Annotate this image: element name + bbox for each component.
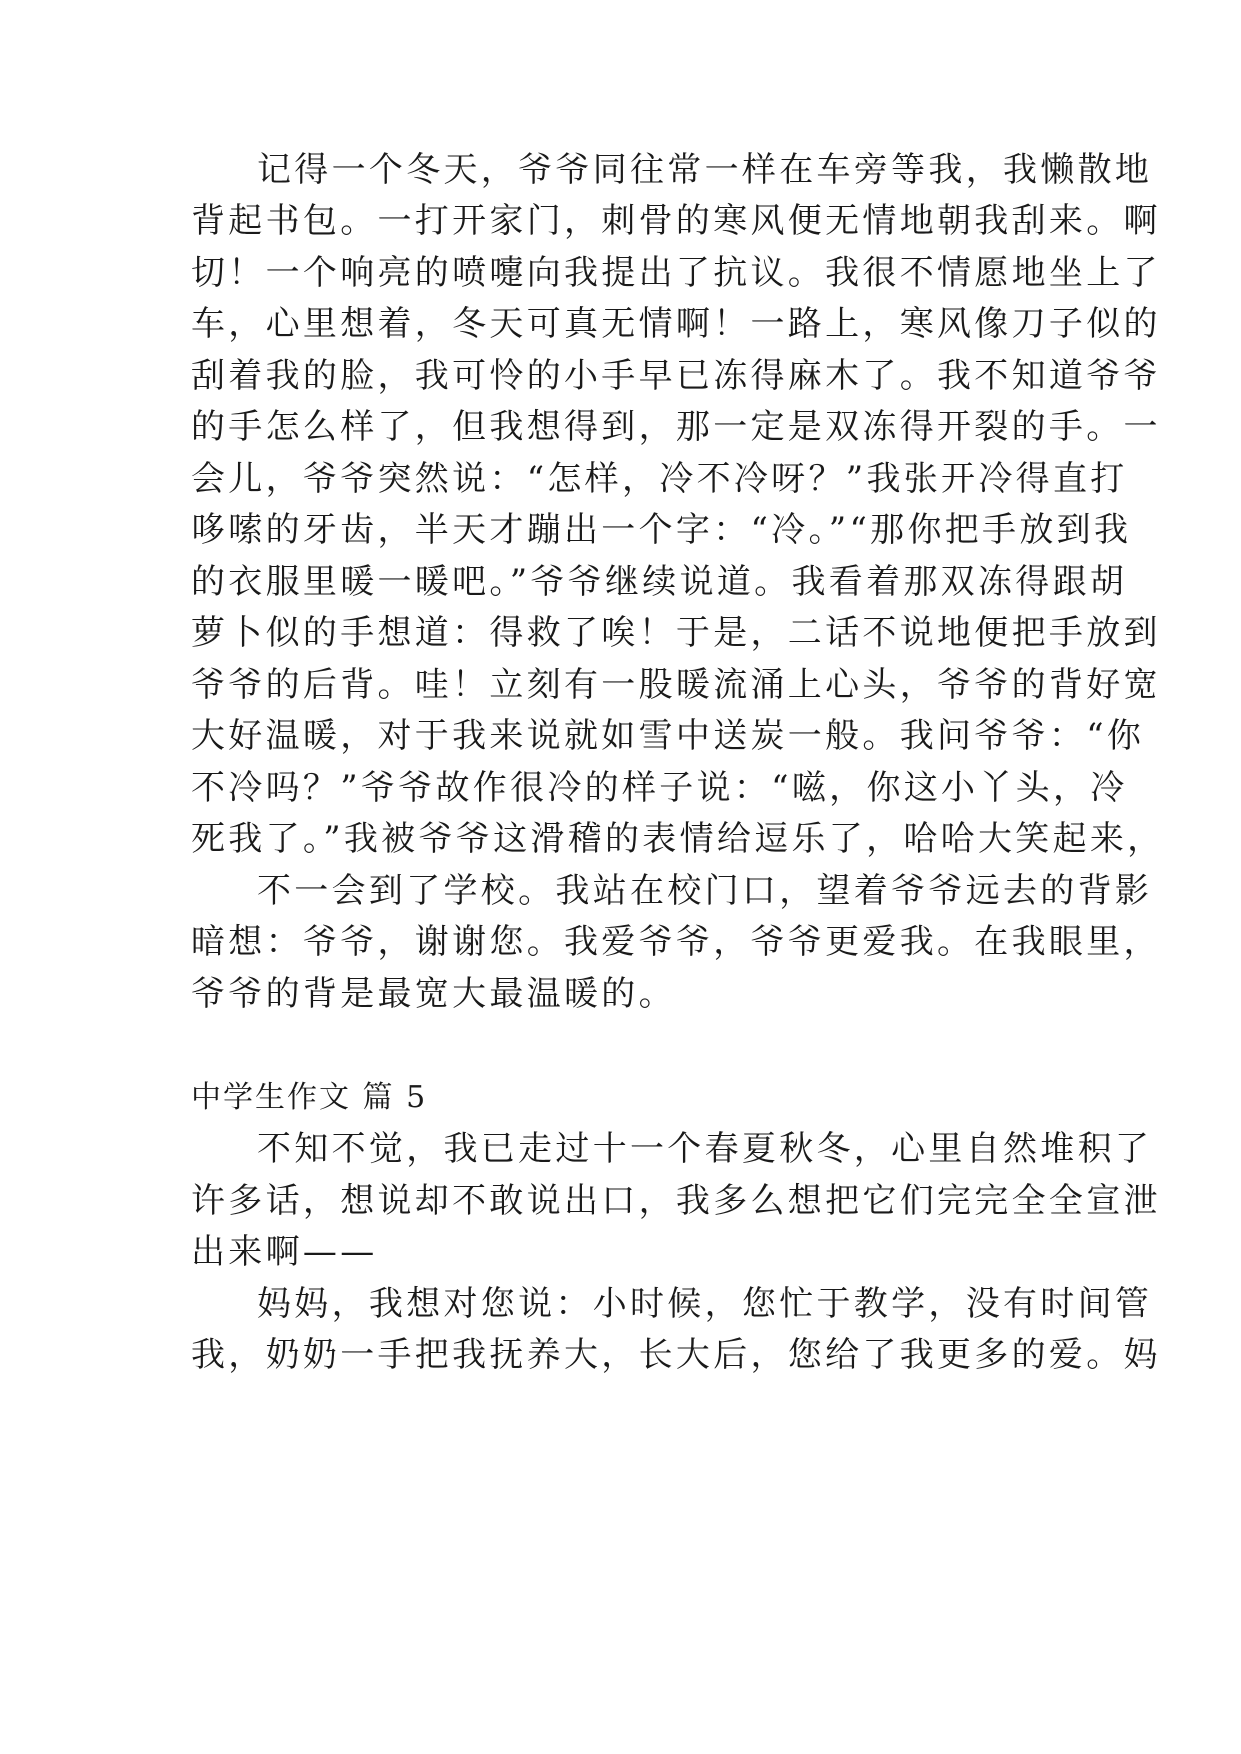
paragraph-1-line: 萝卜似的手想道：得救了唉！于是，二话不说地便把手放到: [191, 613, 1161, 653]
paragraph-4-line: 我，奶奶一手把我抚养大，长大后，您给了我更多的爱。妈: [191, 1335, 1161, 1375]
paragraph-3-line: 不知不觉，我已走过十一个春夏秋冬，心里自然堆积了: [257, 1129, 1153, 1169]
paragraph-1-line: 记得一个冬天，爷爷同往常一样在车旁等我，我懒散地: [257, 150, 1153, 190]
paragraph-1-line: 哆嗦的牙齿，半天才蹦出一个字：“冷。”“那你把手放到我: [191, 510, 1132, 550]
paragraph-3-line: 出来啊——: [191, 1232, 378, 1272]
paragraph-2-line: 爷爷的背是最宽大最温暖的。: [191, 974, 676, 1014]
paragraph-1-line: 切！一个响亮的喷嚏向我提出了抗议。我很不情愿地坐上了: [191, 253, 1161, 293]
paragraph-1-line: 车，心里想着，冬天可真无情啊！一路上，寒风像刀子似的: [191, 304, 1161, 344]
paragraph-1-line: 大好温暖，对于我来说就如雪中送炭一般。我问爷爷：“你: [191, 716, 1145, 756]
paragraph-4-line: 妈妈，我想对您说：小时候，您忙于教学，没有时间管: [257, 1284, 1153, 1324]
paragraph-1-line: 的手怎么样了，但我想得到，那一定是双冻得开裂的手。一: [191, 407, 1161, 447]
paragraph-1-line: 刮着我的脸，我可怜的小手早已冻得麻木了。我不知道爷爷: [191, 356, 1161, 396]
paragraph-2-line: 暗想：爷爷，谢谢您。我爱爷爷，爷爷更爱我。在我眼里，: [191, 922, 1161, 962]
paragraph-1-line: 背起书包。一打开家门，刺骨的寒风便无情地朝我刮来。啊: [191, 201, 1161, 241]
paragraph-1-line: 爷爷的后背。哇！立刻有一股暖流涌上心头，爷爷的背好宽: [191, 665, 1161, 705]
paragraph-3-line: 许多话，想说却不敢说出口，我多么想把它们完完全全宣泄: [191, 1181, 1161, 1221]
paragraph-1-line: 的衣服里暖一暖吧。”爷爷继续说道。我看着那双冻得跟胡: [191, 562, 1128, 602]
paragraph-1-line: 不冷吗？”爷爷故作很冷的样子说：“嗞，你这小丫头，冷: [191, 768, 1128, 808]
paragraph-1-line: 死我了。”我被爷爷这滑稽的表情给逗乐了，哈哈大笑起来，: [191, 819, 1165, 859]
section-heading: 中学生作文 篇 5: [191, 1080, 428, 1115]
paragraph-1-line: 会儿，爷爷突然说：“怎样，冷不冷呀？”我张开冷得直打: [191, 459, 1128, 499]
paragraph-2-line: 不一会到了学校。我站在校门口，望着爷爷远去的背影: [257, 871, 1153, 911]
